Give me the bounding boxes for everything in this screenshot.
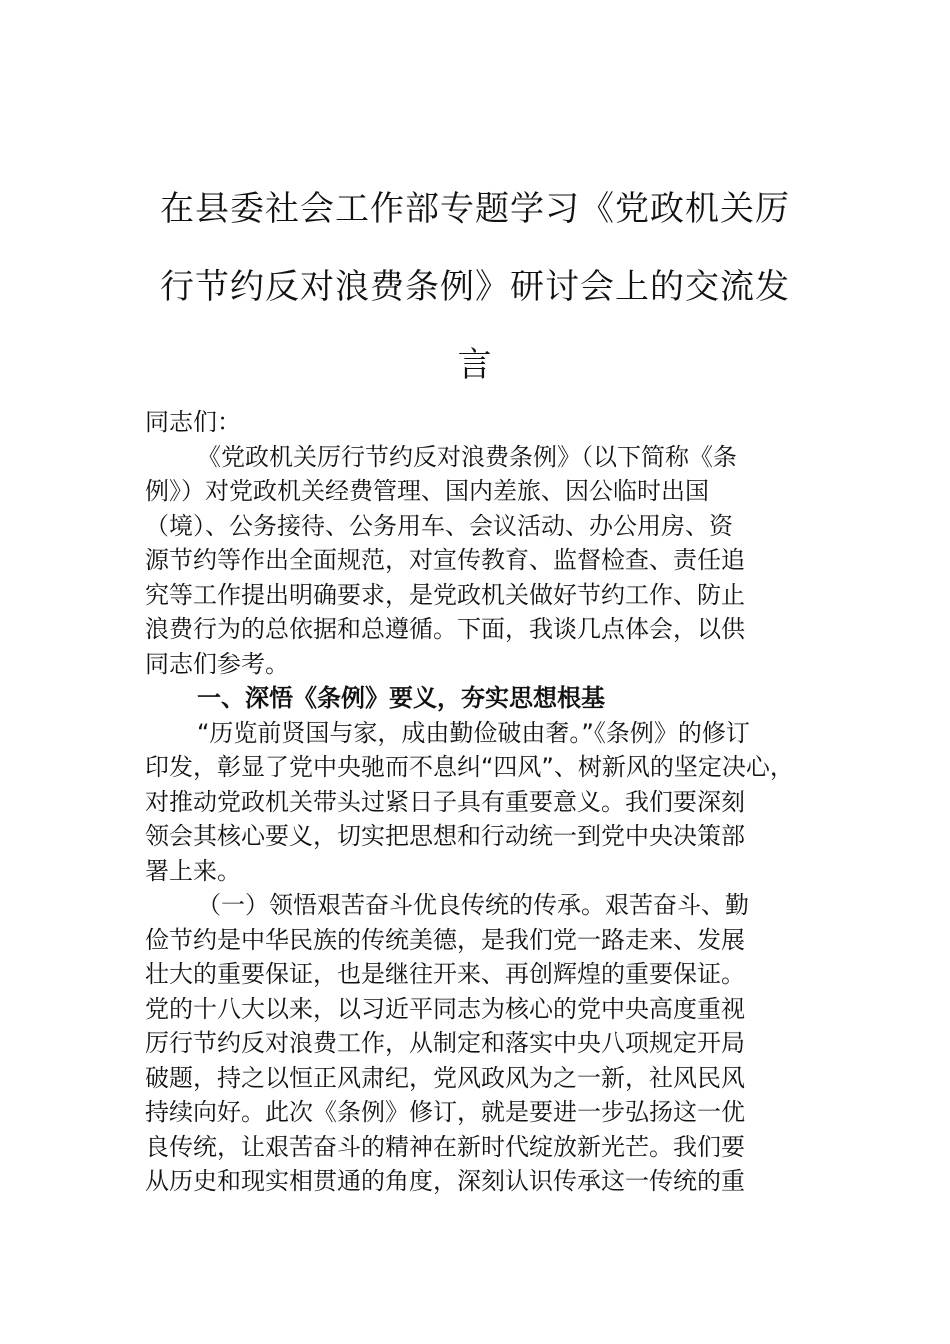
body-text-line: 领会其核心要义，切实把思想和行动统一到党中央决策部 <box>145 822 745 850</box>
title-line: 言 <box>457 345 493 385</box>
body-text-line: （境）、公务接待、公务用车、会议活动、办公用房、资 <box>145 511 733 540</box>
document-title <box>130 170 820 404</box>
body-text-line: 《党政机关厉行节约反对浪费条例》（以下简称《条 <box>197 442 737 471</box>
body-text-line: 持续向好。此次《条例》修订，就是要进一步弘扬这一优 <box>145 1098 745 1126</box>
body-text-line: 同志们参考。 <box>145 649 289 678</box>
salutation: 同志们： <box>145 408 241 436</box>
body-text-line: 对推动党政机关带头过紧日子具有重要意义。我们要深刻 <box>145 787 745 816</box>
body-text-line: （一）领悟艰苦奋斗优良传统的传承。艰苦奋斗、勤 <box>197 891 749 919</box>
body-text-line: 俭节约是中华民族的传统美德，是我们党一路走来、发展 <box>145 925 745 954</box>
body-text-line: 良传统，让艰苦奋斗的精神在新时代绽放新光芒。我们要 <box>145 1132 745 1161</box>
body-text-line: 壮大的重要保证，也是继往开来、再创辉煌的重要保证。 <box>145 960 745 988</box>
body-text-line: 例》）对党政机关经费管理、国内差旅、因公临时出国 <box>145 477 709 505</box>
body-text-line: 从历史和现实相贯通的角度，深刻认识传承这一传统的重 <box>145 1167 745 1195</box>
body-text-line: 厉行节约反对浪费工作，从制定和落实中央八项规定开局 <box>145 1029 745 1057</box>
body-text-line: 署上来。 <box>145 856 241 885</box>
body-text-line: 印发，彰显了党中央驰而不息纠“四风”、树新风的坚定决心， <box>145 753 794 781</box>
body-text-line: 源节约等作出全面规范，对宣传教育、监督检查、责任追 <box>145 546 745 574</box>
section-heading: 一、深悟《条例》要义，夯实思想根基 <box>197 684 605 712</box>
body-text-line: “历览前贤国与家，成由勤俭破由奢。”《条例》的修订 <box>197 718 750 747</box>
body-text-line: 究等工作提出明确要求，是党政机关做好节约工作、防止 <box>145 580 745 609</box>
document-body <box>145 405 817 1199</box>
title-line: 行节约反对浪费条例》研讨会上的交流发 <box>160 267 790 307</box>
title-line: 在县委社会工作部专题学习《党政机关厉 <box>160 189 790 229</box>
body-text-line: 党的十八大以来，以习近平同志为核心的党中央高度重视 <box>145 994 745 1023</box>
body-text-line: 破题，持之以恒正风肃纪，党风政风为之一新，社风民风 <box>145 1063 745 1092</box>
body-text-line: 浪费行为的总依据和总遵循。下面，我谈几点体会，以供 <box>145 615 745 643</box>
